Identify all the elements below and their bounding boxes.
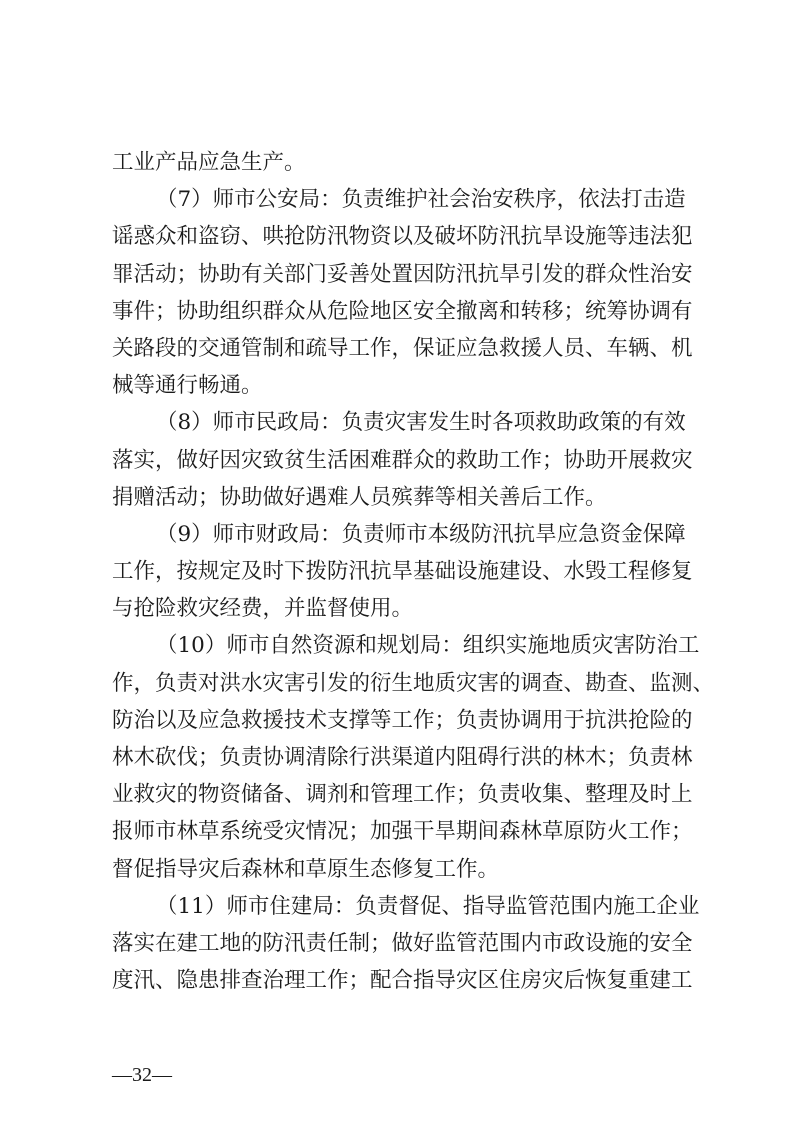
text-line: 防治以及应急救援技术支撑等工作；负责协调用于抗洪抢险的 [112, 707, 693, 733]
text-line: 林木砍伐；负责协调清除行洪渠道内阻碍行洪的林木；负责林 [112, 745, 693, 770]
text-line: （10）师市自然资源和规划局：组织实施地质灾害防治工 [156, 633, 700, 659]
page-number: —32— [112, 1064, 172, 1086]
text-line: 落实在建工地的防汛责任制；做好监管范围内市政设施的安全 [112, 930, 693, 956]
text-line: 业救灾的物资储备、调剂和管理工作；负责收集、整理及时上 [112, 782, 693, 808]
text-line: 工作，按规定及时下拨防汛抗旱基础设施建设、水毁工程修复 [112, 559, 693, 585]
text-line: 谣惑众和盗窃、哄抢防汛物资以及破坏防汛抗旱设施等违法犯 [112, 224, 693, 250]
text-line: （8）师市民政局：负责灾害发生时各项救助政策的有效 [156, 410, 686, 436]
text-line: 罪活动；协助有关部门妥善处置因防汛抗旱引发的群众性治安 [112, 261, 693, 287]
text-line: （11）师市住建局：负责督促、指导监管范围内施工企业 [156, 893, 700, 919]
text-line: 工业产品应急生产。 [112, 150, 306, 175]
text-line: 督促指导灾后森林和草原生态修复工作。 [112, 856, 500, 882]
text-line: 械等通行畅通。 [112, 373, 263, 399]
text-line: 关路段的交通管制和疏导工作，保证应急救援人员、车辆、机 [112, 335, 693, 361]
text-line: 报师市林草系统受灾情况；加强干旱期间森林草原防火工作； [112, 819, 693, 845]
text-line: 捐赠活动；协助做好遇难人员殡葬等相关善后工作。 [112, 484, 607, 510]
text-line: 事件；协助组织群众从危险地区安全撤离和转移；统筹协调有 [112, 298, 693, 324]
body-text [112, 144, 715, 999]
text-line: 度汛、隐患排查治理工作；配合指导灾区住房灾后恢复重建工 [112, 968, 693, 994]
text-line: （9）师市财政局：负责师市本级防汛抗旱应急资金保障 [156, 521, 686, 547]
text-line: 作，负责对洪水灾害引发的衍生地质灾害的调查、勘查、监测、 [112, 670, 715, 696]
text-line: （7）师市公安局：负责维护社会治安秩序，依法打击造 [156, 187, 686, 213]
text-line: 与抢险救灾经费，并监督使用。 [112, 596, 414, 622]
text-line: 落实，做好因灾致贫生活困难群众的救助工作；协助开展救灾 [112, 447, 693, 473]
